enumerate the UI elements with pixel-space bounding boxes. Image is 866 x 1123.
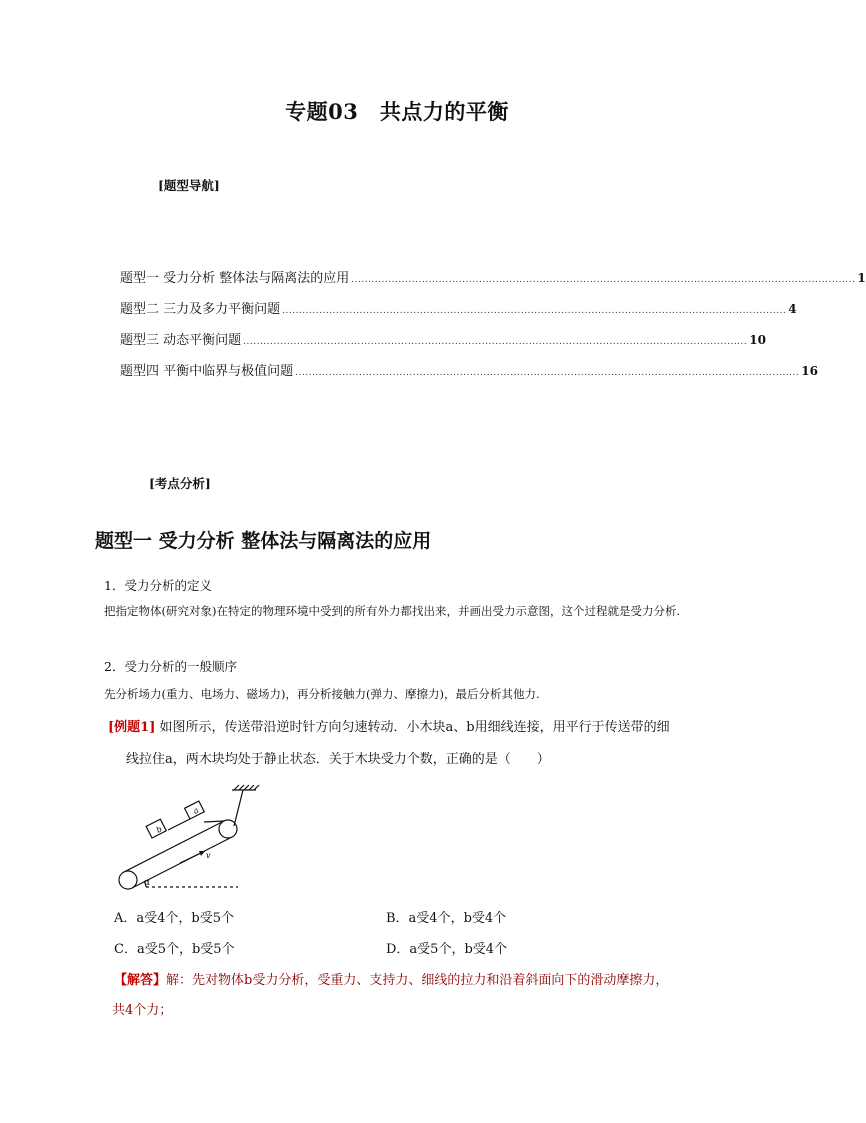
- toc-leader: ......................................................................................................................................................: [351, 275, 856, 285]
- angle-label: α: [144, 878, 151, 888]
- example-line2: 线拉住a，两木块均处于静止状态．关于木块受力个数，正确的是（ ）: [126, 752, 550, 767]
- toc-label: 题型二 三力及多力平衡问题: [120, 302, 281, 317]
- option-c[interactable]: C．a受5个，b受5个: [114, 942, 235, 957]
- toc-leader: ......................................................................................................................................................: [295, 368, 800, 378]
- nav-label: [题型导航]: [158, 178, 220, 193]
- toc-leader: ......................................................................................................................................................: [282, 306, 787, 316]
- block-b-label: b: [154, 824, 164, 835]
- toc-row-1[interactable]: [120, 267, 866, 287]
- toc-label: 题型四 平衡中临界与极值问题: [120, 364, 294, 379]
- block-a-label: a: [191, 805, 201, 816]
- answer-text-2: 共4个力；: [112, 1003, 173, 1018]
- answer: [114, 970, 714, 992]
- toc-row-2[interactable]: [120, 298, 797, 318]
- toc-page: 1: [857, 271, 866, 285]
- answer-text: 解：先对物体b受力分析，受重力、支持力、细线的拉力和沿着斜面向下的滑动摩擦力，: [166, 973, 669, 988]
- option-b[interactable]: B．a受4个，b受4个: [386, 911, 507, 926]
- toc-page: 10: [749, 333, 766, 347]
- toc-page: 4: [788, 302, 797, 316]
- analysis-label: [考点分析]: [149, 476, 211, 491]
- point1-text: 把指定物体(研究对象)在特定的物理环境中受到的所有外力都找出来，并画出受力示意图，这个过程就是受力分析.: [104, 604, 681, 618]
- velocity-label: v: [206, 851, 211, 860]
- point1-title: 1．受力分析的定义: [104, 578, 212, 593]
- toc-row-3[interactable]: [120, 329, 766, 349]
- example-tag: [例题1]: [108, 720, 156, 735]
- option-d[interactable]: D．a受5个，b受4个: [386, 942, 508, 957]
- answer-tag: 【解答】: [114, 973, 167, 988]
- toc-page: 16: [801, 364, 818, 378]
- point2-text: 先分析场力(重力、电场力、磁场力)，再分析接触力(弹力、摩擦力)，最后分析其他力.: [104, 687, 540, 701]
- example-1: [108, 717, 708, 739]
- page-title: 专题03 共点力的平衡: [285, 99, 509, 124]
- example-line1: 如图所示，传送带沿逆时针方向匀速转动．小木块a、b用细线连接，用平行于传送带的细: [159, 720, 670, 735]
- toc-label: 题型三 动态平衡问题: [120, 333, 242, 348]
- conveyor-belt-figure: [108, 785, 268, 895]
- point2-title: 2．受力分析的一般顺序: [104, 659, 237, 674]
- section-heading: 题型一 受力分析 整体法与隔离法的应用: [95, 530, 432, 552]
- toc-label: 题型一 受力分析 整体法与隔离法的应用: [120, 271, 350, 286]
- toc-row-4[interactable]: [120, 360, 818, 380]
- toc-leader: ......................................................................................................................................................: [243, 337, 748, 347]
- option-a[interactable]: A．a受4个，b受5个: [114, 911, 235, 926]
